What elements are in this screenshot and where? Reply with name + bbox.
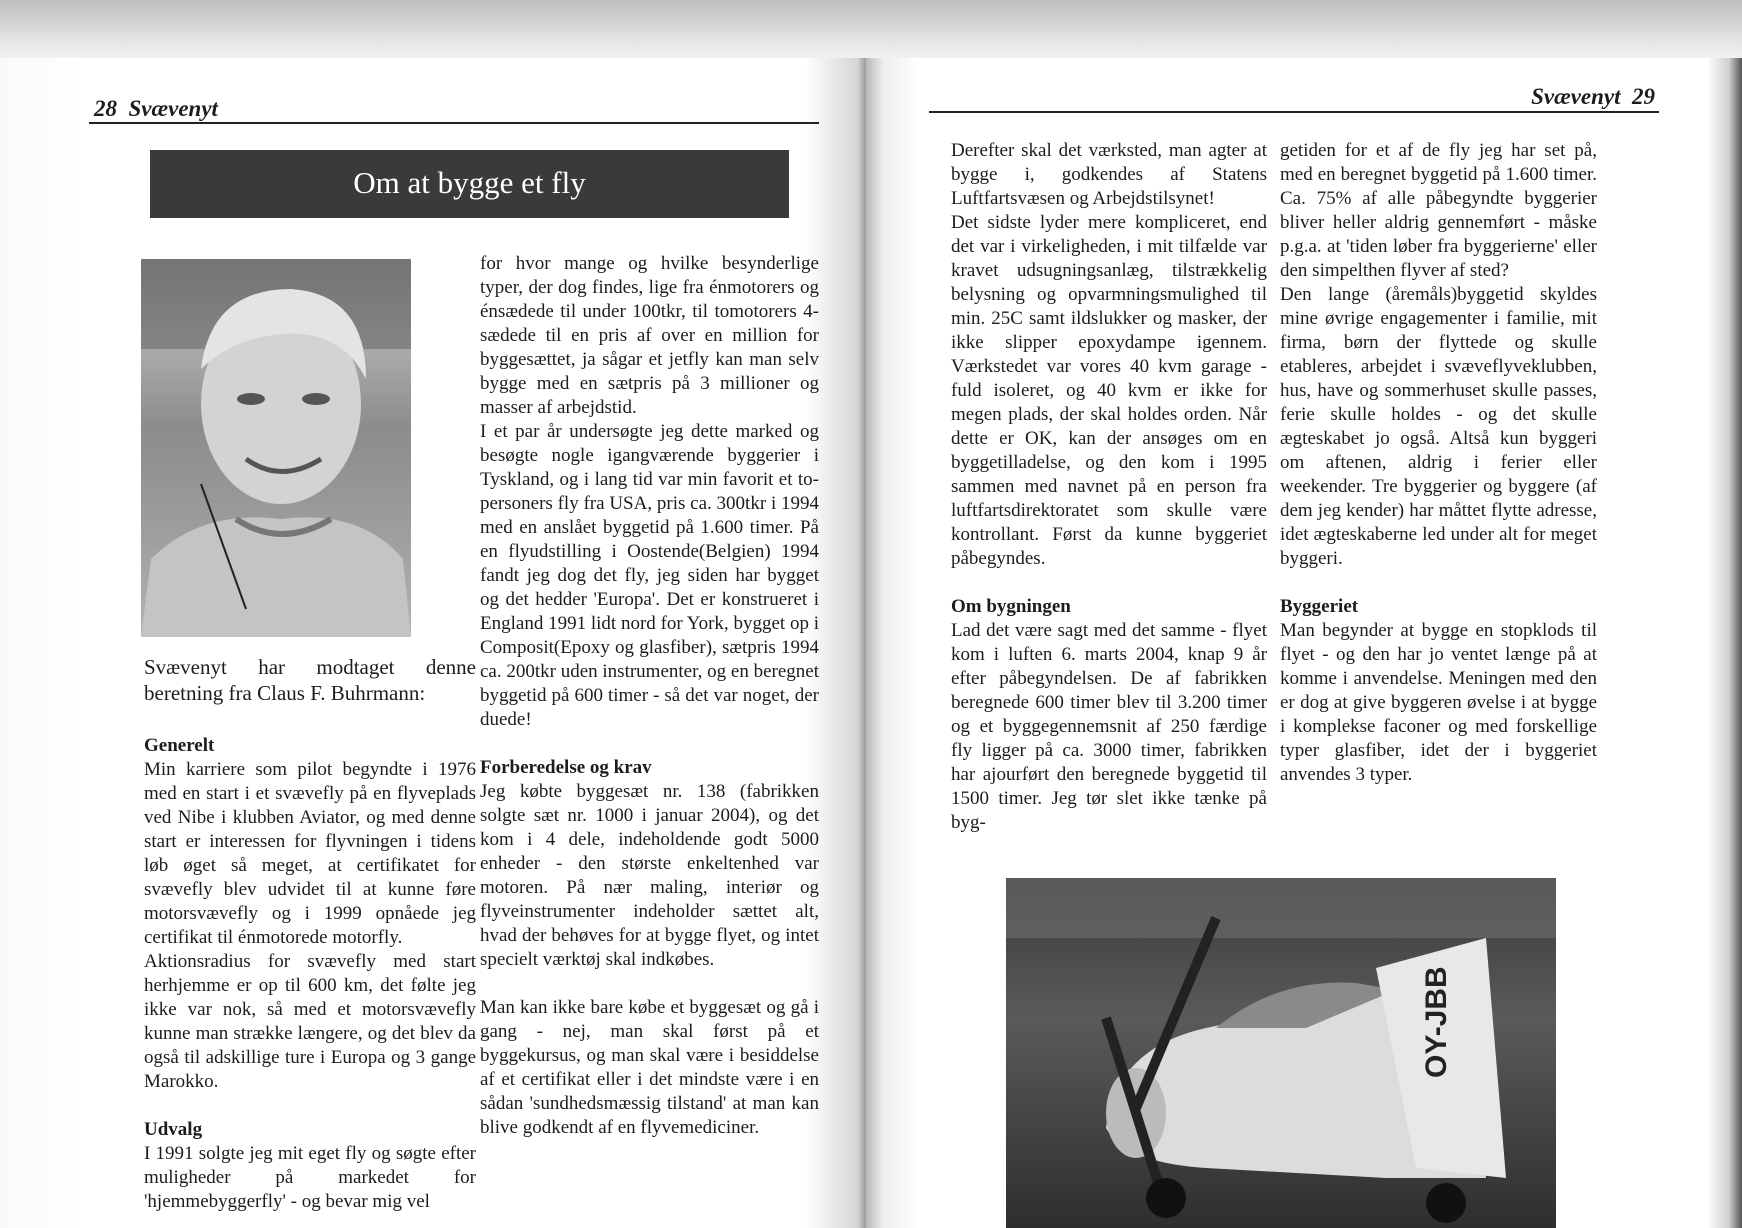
column-3 xyxy=(951,139,1267,835)
header-rule xyxy=(89,122,819,124)
paragraph: Aktionsradius for svævefly med start herhjemme er op til 600 km, det følte jeg ikke var nok, så med et motorsvævefly kunne man strække længere, og det blev da også til adskillige ture i Europa og 3 gange Marokko. xyxy=(144,951,476,1092)
section-heading-udvalg: Udvalg xyxy=(144,1119,203,1140)
paragraph: Den lange (åremåls)byggetid skyldes mine øvrige engagementer i familie, mit firma, børn der flyttede og skulle etableres, arbejdet i svæveflyveklubben, hus, have og sommerhuset skulle passes, ferie skulle holdes - og det skulle ægteskabet jo også. Altså kun byggeri om aftenen, aldrig i ferier eller weekender. Tre byggerier og byggere (af dem jeg kender) har måttet flytte adresse, idet ægteskaberne led under alt for meget byggeri. xyxy=(1280,284,1597,569)
paragraph: Min karriere som pilot begyndte i 1976 med en start i et svævefly på en flyveplads ved Nibe i klubben Aviator, og med denne start er interessen for flyvningen i tidens løb øget så meget, at certifikatet for svævefly blev udvidet til at kunne føre motorsvævefly og i 1999 opnåede jeg certifikat til énmotorede motorfly. xyxy=(144,759,476,948)
paragraph: Man begynder at bygge en stopklods til flyet - og den har jo ventet længe på at komme i anvendelse. Meningen med den er dog at give byggeren øvelse i at bygge i komplekse faconer og med forskellige typer glasfiber, idet der i byggeriet anvendes 3 typer. xyxy=(1280,620,1597,785)
paragraph: Det sidste lyder mere kompliceret, end det var i virkeligheden, i mit tilfælde var kravet udsugningsanlæg, tilstrækkelig belysning og opvarmningsmulighed til min. 25C samt ildslukker og masker, der ikke slipper epoxydampe igennem. Værkstedet var vores 40 kvm garage - fuld isoleret, og 40 kvm er ikke for megen plads, der skal holdes orden. Når dette er OK, kan der ansøges om en byggetilladelse, og den kom i 1995 sammen med navnet på en person fra luftfartsdirektoratet som skulle være kontrollant. Først da kunne byggeriet påbegyndes. xyxy=(951,212,1267,569)
section-heading-generelt: Generelt xyxy=(144,735,215,756)
magazine-name: Svævenyt xyxy=(128,96,218,121)
left-page-header xyxy=(94,96,218,122)
registration-mark: OY-JBB xyxy=(1420,966,1453,1078)
section-heading-om-bygningen: Om bygningen xyxy=(951,596,1071,617)
paragraph: I et par år undersøgte jeg dette marked og besøgte nogle igangværende byggerier i Tyskland, og i lang tid var min favorit et to-personers fly fra USA, pris ca. 300tkr i 1994 med en anslået byggetid på 1.600 timer. På en flyudstilling i Oostende(Belgien) 1994 fandt jeg dog det fly, jeg siden har bygget og det hedder 'Europa'. Det er konstrueret i England 1991 lidt nord for York, bygget op i Composit(Epoxy og glasfiber), sætpris 1994 ca. 200tkr uden instrumenter, og en beregnet byggetid på 600 timer - så det var noget, der duede! xyxy=(480,421,820,730)
photo-caption: Svævenyt har modtaget denne beretning fra Claus F. Buhrmann: xyxy=(144,655,476,705)
paragraph: Man kan ikke bare købe et byggesæt og gå i gang - nej, man skal først på et byggekursus, og man skal være i besiddelse af et certifikat eller i det mindste være i en sådan 'sundhedsmæssig tilstand' at man kan blive godkendt af en flyvemediciner. xyxy=(480,997,819,1138)
section-heading-byggeriet: Byggeriet xyxy=(1280,596,1359,617)
page-number: 29 xyxy=(1632,84,1655,109)
paragraph: I 1991 solgte jeg mit eget fly og søgte efter muligheder på markedet for 'hjemmebyggerfly' - og bevar mig vel xyxy=(144,1143,476,1212)
paragraph: Jeg købte byggesæt nr. 138 (fabrikken solgte sæt nr. 1000 i januar 2004), og det kom i 4 dele, indeholdende godt 5000 enheder - den største enkeltenhed var motoren. På nær maling, interiør og flyveinstrumenter indeholder sættet alt, hvad der behøves for at bygge flyet, og intet specielt værktøj skal indkøbes. xyxy=(480,781,819,970)
article-title: Om at bygge et fly xyxy=(150,150,789,218)
section-heading-forberedelse: Forberedelse og krav xyxy=(480,757,652,778)
magazine-name: Svævenyt xyxy=(1531,84,1621,109)
column-4 xyxy=(1280,139,1597,787)
portrait-photo xyxy=(141,259,411,637)
header-rule xyxy=(929,111,1659,113)
paragraph: getiden for et af de fly jeg har set på, med en beregnet byggetid på 1.600 timer. Ca. 75% af alle påbegyndte byggerier bliver heller aldrig gennemført - måske p.g.a. at 'tiden løber fra byggerierne' eller den simpelthen flyver af sted? xyxy=(1280,140,1597,281)
column-2 xyxy=(480,252,819,1140)
airplane-photo xyxy=(1006,878,1556,1228)
paragraph: Lad det være sagt med det samme - flyet kom i luften 6. marts 2004, knap 9 år efter påbegyndelsen. De af fabrikken beregnede 600 timer blev til 3.200 timer og et byggegennemsnit af 250 færdige fly ligger på ca. 3000 timer, fabrikken har ajourført den beregnede byggetid til 1500 timer. Jeg tør slet ikke tænke på byg- xyxy=(951,620,1267,833)
paragraph: Derefter skal det værksted, man agter at bygge i, godkendes af Statens Luftfartsvæsen og Arbejdstilsynet! xyxy=(951,140,1267,209)
right-page-header xyxy=(1500,84,1655,110)
page-number: 28 xyxy=(94,96,117,121)
scan-background xyxy=(0,0,1742,62)
paragraph: for hvor mange og hvilke besynderlige typer, der dog findes, lige fra énmotorers og énsædede til under 100tkr, til tomotorers 4-sædede til en pris af over en million for byggesættet, ja sågar et jetfly kan man selv bygge med en sætpris på 3 millioner og masser af arbejdstid. xyxy=(480,253,819,418)
column-1 xyxy=(144,734,476,1214)
